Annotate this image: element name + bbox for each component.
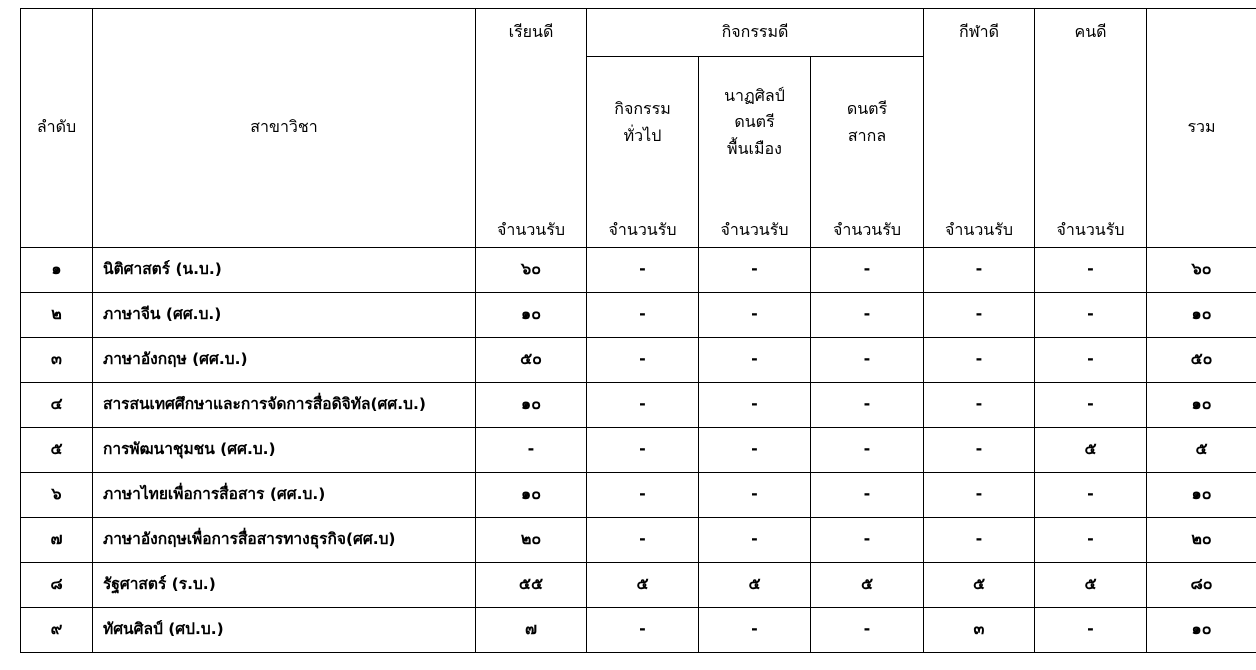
cell-order: ๒ <box>21 292 93 337</box>
cell-intl-music: - <box>811 472 924 517</box>
cell-order: ๕ <box>21 427 93 472</box>
cell-good-person: - <box>1035 247 1147 292</box>
cell-total: ๑๐ <box>1147 607 1256 652</box>
cell-general-activity: - <box>587 292 699 337</box>
header-sports: กีฬาดี <box>924 9 1035 57</box>
cell-general-activity: - <box>587 517 699 562</box>
cell-folk-art: ๕ <box>699 562 811 607</box>
cell-academic: ๑๐ <box>476 382 587 427</box>
cell-sports: - <box>924 292 1035 337</box>
cell-academic: ๑๐ <box>476 472 587 517</box>
header-good-person: คนดี <box>1035 9 1147 57</box>
cell-good-person: - <box>1035 382 1147 427</box>
header-order: ลำดับ <box>21 9 93 248</box>
cell-program: ภาษาไทยเพื่อการสื่อสาร (ศศ.บ.) <box>93 472 476 517</box>
cell-general-activity: - <box>587 427 699 472</box>
cell-sports: - <box>924 517 1035 562</box>
header-general-activity <box>587 57 699 189</box>
cell-program: ทัศนศิลป์ (ศป.บ.) <box>93 607 476 652</box>
cell-order: ๗ <box>21 517 93 562</box>
table-row <box>21 427 1256 472</box>
header-general-activity-line-2: ทั่วไป <box>623 125 662 145</box>
cell-good-person: ๕ <box>1035 427 1147 472</box>
cell-academic: ๖๐ <box>476 247 587 292</box>
cell-program: ภาษาอังกฤษเพื่อการสื่อสารทางธุรกิจ(ศศ.บ) <box>93 517 476 562</box>
cell-good-person: ๕ <box>1035 562 1147 607</box>
count-label-general-activity: จำนวนรับ <box>587 189 699 248</box>
header-folk-art <box>699 57 811 189</box>
cell-folk-art: - <box>699 517 811 562</box>
cell-total: ๘๐ <box>1147 562 1256 607</box>
header-intl-music <box>811 57 924 189</box>
cell-sports: - <box>924 337 1035 382</box>
cell-general-activity: - <box>587 247 699 292</box>
cell-total: ๑๐ <box>1147 382 1256 427</box>
cell-intl-music: - <box>811 382 924 427</box>
cell-intl-music: - <box>811 427 924 472</box>
cell-total: ๒๐ <box>1147 517 1256 562</box>
header-folk-art-line-1: นาฏศิลป์ <box>724 85 785 105</box>
table-row <box>21 247 1256 292</box>
cell-general-activity: - <box>587 472 699 517</box>
cell-intl-music: - <box>811 517 924 562</box>
cell-folk-art: - <box>699 427 811 472</box>
cell-folk-art: - <box>699 247 811 292</box>
cell-general-activity: - <box>587 607 699 652</box>
table-row <box>21 337 1256 382</box>
cell-general-activity: ๕ <box>587 562 699 607</box>
header-sports-spacer <box>924 57 1035 189</box>
cell-program: นิติศาสตร์ (น.บ.) <box>93 247 476 292</box>
count-label-good-person: จำนวนรับ <box>1035 189 1147 248</box>
count-label-academic: จำนวนรับ <box>476 189 587 248</box>
header-folk-art-line-2: ดนตรี <box>734 112 775 132</box>
cell-folk-art: - <box>699 382 811 427</box>
header-intl-music-line-2: สากล <box>847 125 887 145</box>
cell-sports: - <box>924 427 1035 472</box>
cell-intl-music: - <box>811 292 924 337</box>
table-row <box>21 562 1256 607</box>
cell-sports: - <box>924 382 1035 427</box>
cell-total: ๖๐ <box>1147 247 1256 292</box>
count-label-sports: จำนวนรับ <box>924 189 1035 248</box>
header-academic: เรียนดี <box>476 9 587 57</box>
header-general-activity-line-1: กิจกรรม <box>614 98 671 118</box>
cell-order: ๑ <box>21 247 93 292</box>
cell-good-person: - <box>1035 472 1147 517</box>
cell-academic: ๒๐ <box>476 517 587 562</box>
header-folk-art-line-3: พื้นเมือง <box>727 139 782 159</box>
cell-order: ๓ <box>21 337 93 382</box>
count-label-intl-music: จำนวนรับ <box>811 189 924 248</box>
cell-sports: ๓ <box>924 607 1035 652</box>
table-row <box>21 292 1256 337</box>
cell-folk-art: - <box>699 472 811 517</box>
cell-intl-music: ๕ <box>811 562 924 607</box>
cell-total: ๕ <box>1147 427 1256 472</box>
cell-program: การพัฒนาชุมชน (ศศ.บ.) <box>93 427 476 472</box>
cell-folk-art: - <box>699 607 811 652</box>
header-good-person-spacer <box>1035 57 1147 189</box>
cell-general-activity: - <box>587 382 699 427</box>
cell-sports: ๕ <box>924 562 1035 607</box>
header-program: สาขาวิชา <box>93 9 476 248</box>
cell-good-person: - <box>1035 337 1147 382</box>
table-row <box>21 382 1256 427</box>
cell-program: รัฐศาสตร์ (ร.บ.) <box>93 562 476 607</box>
header-row-1 <box>21 9 1256 57</box>
cell-general-activity: - <box>587 337 699 382</box>
cell-intl-music: - <box>811 247 924 292</box>
cell-order: ๙ <box>21 607 93 652</box>
cell-order: ๖ <box>21 472 93 517</box>
cell-order: ๘ <box>21 562 93 607</box>
cell-intl-music: - <box>811 337 924 382</box>
cell-order: ๔ <box>21 382 93 427</box>
cell-good-person: - <box>1035 517 1147 562</box>
cell-folk-art: - <box>699 292 811 337</box>
cell-total: ๑๐ <box>1147 472 1256 517</box>
cell-sports: - <box>924 247 1035 292</box>
cell-academic: ๕๐ <box>476 337 587 382</box>
cell-intl-music: - <box>811 607 924 652</box>
count-label-folk-art: จำนวนรับ <box>699 189 811 248</box>
cell-good-person: - <box>1035 607 1147 652</box>
header-intl-music-line-1: ดนตรี <box>846 98 888 118</box>
cell-academic: ๗ <box>476 607 587 652</box>
cell-folk-art: - <box>699 337 811 382</box>
table-row <box>21 472 1256 517</box>
cell-good-person: - <box>1035 292 1147 337</box>
cell-academic: ๑๐ <box>476 292 587 337</box>
cell-total: ๑๐ <box>1147 292 1256 337</box>
cell-sports: - <box>924 472 1035 517</box>
table-row <box>21 517 1256 562</box>
cell-academic: - <box>476 427 587 472</box>
admission-quota-table <box>20 8 1256 653</box>
header-academic-spacer <box>476 57 587 189</box>
cell-program: ภาษาอังกฤษ (ศศ.บ.) <box>93 337 476 382</box>
header-total: รวม <box>1147 9 1256 248</box>
table-row <box>21 607 1256 652</box>
cell-academic: ๕๕ <box>476 562 587 607</box>
cell-program: ภาษาจีน (ศศ.บ.) <box>93 292 476 337</box>
cell-total: ๕๐ <box>1147 337 1256 382</box>
header-activities: กิจกรรมดี <box>587 9 924 57</box>
cell-program: สารสนเทศศึกษาและการจัดการสื่อดิจิทัล(ศศ.บ.) <box>93 382 476 427</box>
